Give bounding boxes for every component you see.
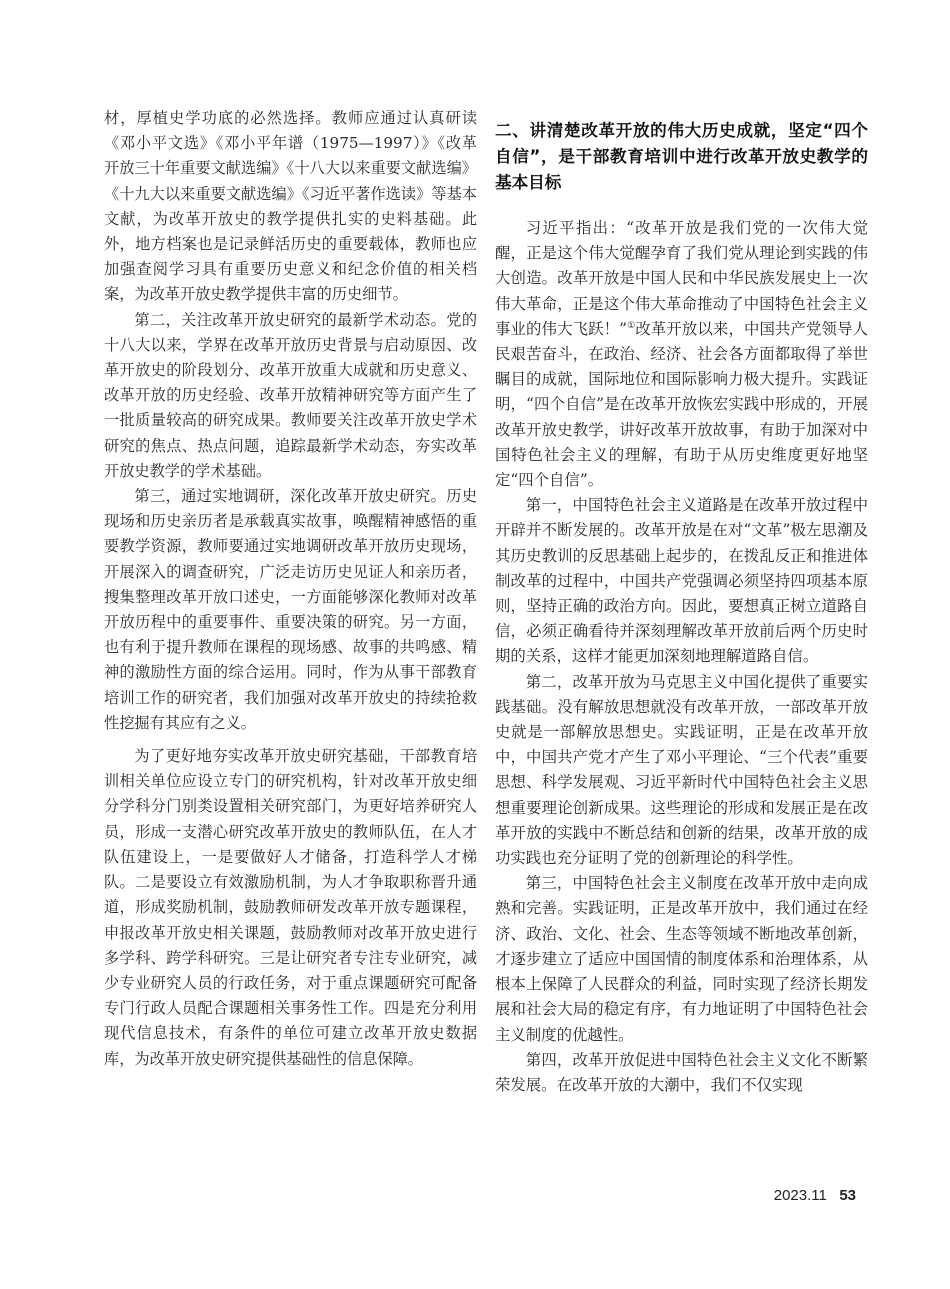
- section-heading: 二、讲清楚改革开放的伟大历史成就，坚定“四个自信”，是干部教育培训中进行改革开放史教学的基本目标: [495, 121, 868, 192]
- quote-continuation: 改革开放以来，中国共产党领导人民艰苦奋斗，在政治、经济、社会各方面都取得了举世瞩目的成就，国际地位和国际影响力极大提升。实践证明，“四个自信”是在改革开放恢宏实践中形成的，开展改革开放史教学，讲好改革开放故事，有助于加深对中国特色社会主义的理解，有助于从历史维度更好地坚定“四个自信”。: [495, 319, 868, 490]
- footnote-marker: ①: [627, 320, 636, 331]
- right-column: [495, 106, 868, 1098]
- quote-text: 习近平指出：“改革开放是我们党的一次伟大觉醒，正是这个伟大觉醒孕育了我们党从理论到实践的伟大创造。改革开放是中国人民和中华民族发展史上一次伟大革命，正是这个伟大革命推动了中国特色社会主义事业的伟大飞跃！”: [495, 219, 868, 338]
- page-number: 53: [839, 1187, 856, 1204]
- issue-date: 2023.11: [773, 1187, 827, 1204]
- right-paragraph-5: 第四，改革开放促进中国特色社会主义文化不断繁荣发展。在改革开放的大潮中，我们不仅实现: [495, 1050, 868, 1094]
- right-paragraph-4: 第三，中国特色社会主义制度在改革开放中走向成熟和完善。实践证明，正是改革开放中，我们通过在经济、政治、文化、社会、生态等领域不断地改革创新，才逐步建立了适应中国国情的制度体系和治理体系，从根本上保障了人民群众的利益，同时实现了经济长期发展和社会大局的稳定有序，有力地证明了中国特色社会主义制度的优越性。: [495, 874, 868, 1044]
- right-paragraph-3: 第二，改革开放为马克思主义中国化提供了重要实践基础。没有解放思想就没有改革开放，一部改革开放史就是一部解放思想史。实践证明，正是在改革开放中，中国共产党才产生了邓小平理论、“三个代表”重要思想、科学发展观、习近平新时代中国特色社会主义思想重要理论创新成果。这些理论的形成和发展正是在改革开放的实践中不断总结和创新的结果，改革开放的成功实践也充分证明了党的创新理论的科学性。: [495, 672, 868, 868]
- left-paragraph-4: 为了更好地夯实改革开放史研究基础，干部教育培训相关单位应设立专门的研究机构，针对改革开放史细分学科分门别类设置相关研究部门，为更好培养研究人员，形成一支潜心研究改革开放史的教师队伍，在人才队伍建设上，一是要做好人才储备，打造科学人才梯队。二是要设立有效激励机制，为人才争取职称晋升通道，形成奖励机制，鼓励教师研发改革开放专题课程，申报改革开放史相关课题，鼓励教师对改革开放史进行多学科、跨学科研究。三是让研究者专注专业研究，减少专业研究人员的行政任务，对于重点课题研究可配备专门行政人员配合课题相关事务性工作。四是充分利用现代信息技术，有条件的单位可建立改革开放史数据库，为改革开放史研究提供基础性的信息保障。: [104, 747, 477, 1068]
- right-paragraph-1: [495, 216, 868, 493]
- page-footer: [774, 1187, 856, 1205]
- left-paragraph-1: 材，厚植史学功底的必然选择。教师应通过认真研读《邓小平文选》《邓小平年谱（1975—1997）》《改革开放三十年重要文献选编》《十八大以来重要文献选编》《十九大以来重要文献选编》《习近平著作选读》等基本文献，为改革开放史的教学提供扎实的史料基础。此外，地方档案也是记录鲜活历史的重要载体，教师也应加强查阅学习具有重要历史意义和纪念价值的相关档案，为改革开放史教学提供丰富的历史细节。: [104, 109, 477, 304]
- right-paragraph-2: 第一，中国特色社会主义道路是在改革开放过程中开辟并不断发展的。改革开放是在对“文革”极左思潮及其历史教训的反思基础上起步的，在拨乱反正和推进体制改革的过程中，中国共产党强调必须坚持四项基本原则，坚持正确的政治方向。因此，要想真正树立道路自信，必须正确看待并深刻理解改革开放前后两个历史时期的关系，这样才能更加深刻地理解道路自信。: [495, 496, 868, 666]
- left-paragraph-3: 第三，通过实地调研，深化改革开放史研究。历史现场和历史亲历者是承载真实故事，唤醒精神感悟的重要教学资源，教师要通过实地调研改革开放历史现场，开展深入的调查研究，广泛走访历史见证人和亲历者，搜集整理改革开放口述史，一方面能够深化教师对改革开放历程中的重要事件、重要决策的研究。另一方面，也有利于提升教师在课程的现场感、故事的共鸣感、精神的激励性方面的综合运用。同时，作为从事干部教育培训工作的研究者，我们加强对改革开放史的持续抢救性挖掘有其应有之义。: [104, 487, 477, 732]
- left-paragraph-2: 第二，关注改革开放史研究的最新学术动态。党的十八大以来，学界在改革开放历史背景与启动原因、改革开放史的阶段划分、改革开放重大成就和历史意义、改革开放的历史经验、改革开放精神研究等方面产生了一批质量较高的研究成果。教师要关注改革开放史学术研究的焦点、热点问题，追踪最新学术动态，夯实改革开放史教学的学术基础。: [104, 310, 477, 480]
- left-column: [104, 106, 477, 1072]
